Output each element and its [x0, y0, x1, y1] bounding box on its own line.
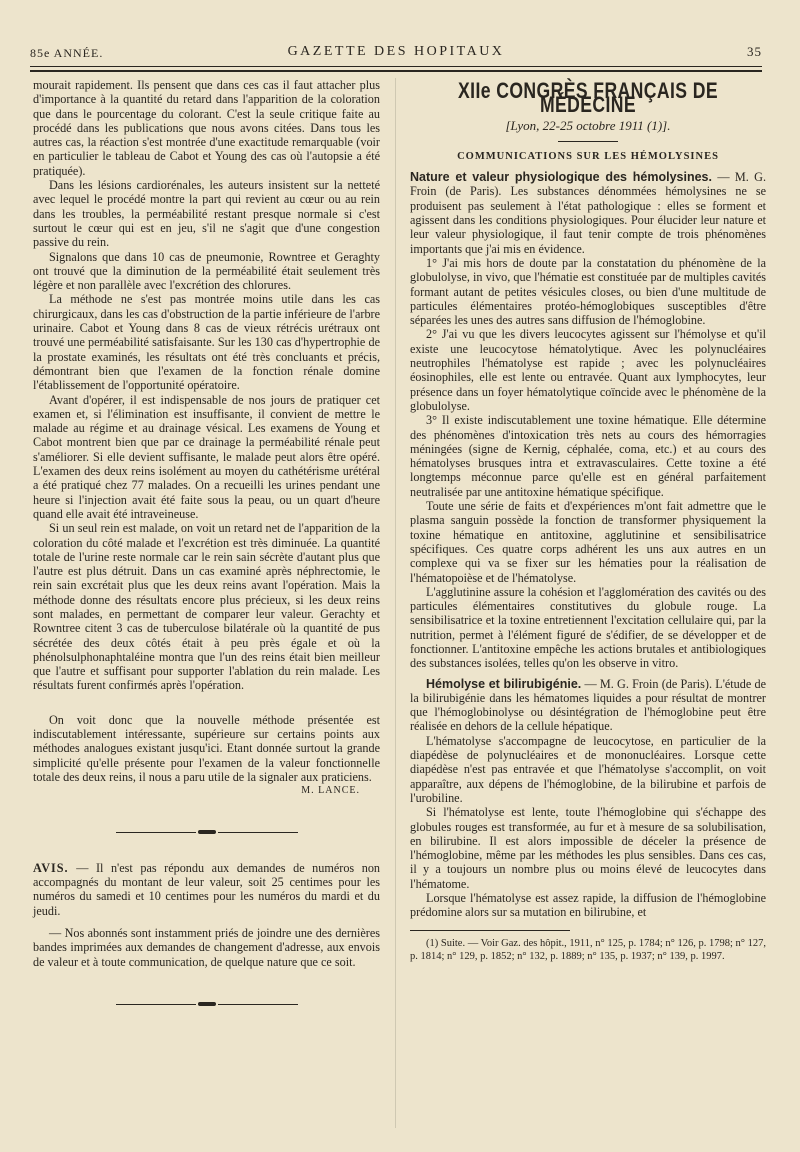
- ornamental-divider: [33, 997, 380, 1011]
- article-author: — M. G. Froin (de Paris).: [410, 170, 766, 199]
- left-column: [33, 78, 380, 1011]
- article-author: — M. G. Froin (de Paris).: [584, 676, 713, 691]
- header-rule: [30, 66, 762, 67]
- paragraph: Avant d'opérer, il est indispensable de nos jours de pratiquer cet examen et, si l'élimination est insuffisante, il convient de mettre le malade au régime et au drainage vésical. Les examens de Young et Cabot montrent bien que par ce drainage la perméabilité rénale peut s'améliorer. Si elle devient suffisante, le malade peut alors être opéré. L'examen des deux reins isolément au moyen du cathétérisme urétéral a été pratiqué chez 77 malades. On a recueilli les urines pendant une heure si l'injection avait été faite sous la peau, ou un quart d'heure quand elle avait été intraveineuse.: [33, 392, 380, 521]
- paragraph: Si un seul rein est malade, on voit un retard net de l'apparition de la coloration du côté malade et l'excrétion est très diminuée. La quantité totale de l'urine reste normale car le rein sain sécrète d'autant plus que l'autre est plus détruit. Dans un cas examiné après néphrectomie, le rein sain excrétait plus que les deux reins avant l'opération. Mais la méthode donne des résultats encore plus précieux, si les deux reins sont malades, en permettant de comparer leur valeur. Gerachty et Rowntree citent 3 cas de tuberculose bilatérale où la quantité de pus sécrétée des deux côtés était à peu près égale et où la phénolsulphonaphtaléine montra que l'un des reins était bien meilleur que l'autre et suffisant pour supporter l'ablation du rein malade. Les résultats furent confirmés après l'opération.: [33, 521, 380, 693]
- article-text: L'étude de la bilirubigénie dans les hématomes liquides a pour résultat de montrer que l'hémoglobinolyse ou désintégration de l'hémoglobine peut être réalisée en dehors de la cellule hépatique.: [410, 676, 767, 734]
- footnote: (1) Suite. — Voir Gaz. des hôpit., 1911, n° 125, p. 1784; n° 126, p. 1798; n° 127, p. 1814; n° 129, p. 1852; n° 132, p. 1889; n° 135, p. 1937; n° 139, p. 1997.: [410, 937, 766, 962]
- page-header: [30, 42, 762, 66]
- paragraph: La méthode ne s'est pas montrée moins utile dans les cas chirurgicaux, dans les cas d'obstruction de la partie inférieure de l'arbre urinaire. Cabot et Young dans 8 cas de vieux rétrécis urétraux ont trouvé une perméabilité satisfaisante. Sur les 130 cas d'hypertrophie de la prostate examinés, les résultats ont été très concluants et précis, démontrant bien que l'examen de la fonction rénale domine l'établissement de l'opportunité opératoire.: [33, 292, 380, 393]
- notice-label: AVIS.: [33, 860, 69, 875]
- paragraph: Lorsque l'hématolyse est assez rapide, la diffusion de l'hémoglobine prédomine alors sur sa mutation en bilirubine, et: [410, 891, 766, 920]
- right-column: [410, 78, 766, 963]
- paragraph: Toute une série de faits et d'expériences m'ont fait admettre que le plasma sanguin possède la fonction de transformer physiquement la toxine hématique en antitoxine, agglutinine et sensibilisatrice spécifiques. Ces quatre corps adhérent les uns aux autres en un complexe qui va se fixer sur les hématies pour la réalisation de l'hématopoièse et de l'hématolyse.: [410, 499, 766, 585]
- paragraph: — Nos abonnés sont instamment priés de joindre une des dernières bandes imprimées aux demandes de changement d'adresse, aux envois de valeur et à toute communication, de quelque nature que ce soit.: [33, 926, 380, 969]
- footnote-rule: [410, 930, 570, 931]
- column-divider: [395, 78, 396, 1128]
- paragraph: 3° Il existe indiscutablement une toxine hématique. Elle détermine des phénomènes d'intoxication très nets au cours des hémorragies méningées (signe de Kernig, céphalée, coma, etc.) et au cours des hématolyses brusques intra et extravasculaires. Cette toxine a été longtemps méconnue parce qu'elle est en général parfaitement neutralisée par une antitoxine hématique spécifique.: [410, 413, 766, 499]
- paragraph: [410, 677, 766, 734]
- journal-title: GAZETTE DES HOPITAUX: [287, 44, 505, 59]
- article-heading: Nature et valeur physiologique des hémolysines.: [410, 170, 712, 185]
- paragraph: L'agglutinine assure la cohésion et l'agglomération des cavités ou des particules élémentaires constitutives du globule rouge. La sensibilisatrice et la toxine entretiennent l'excitation cellulaire qui, par la nutrition, permet à l'élément figuré de s'édifier, de se développer et de fonctionner. L'antitoxine empêche les actions brutales et antibiologiques des substances isolées, telles qu'on les observe in vitro.: [410, 584, 766, 671]
- paragraph: Si l'hématolyse est lente, toute l'hémoglobine qui s'échappe des globules rouges est transformée, au fur et à mesure de sa solubilisation, en bilirubine. Il est alors impossible de déceler la présence de l'hémoglobine, même par les méthodes les plus sensibles. Dans ces cas, il y a toujours un nombre plus ou moins élevé de leucocytes dans l'hématome.: [410, 805, 766, 891]
- ornamental-divider: [33, 825, 380, 839]
- short-rule: [558, 141, 618, 142]
- paragraph: Dans les lésions cardiorénales, les auteurs insistent sur la netteté avec lequel le procédé montre la part qui revient au cœur ou au rein dans les troubles, la perméabilité restant presque normale si c'est surtout le cœur qui est en jeu, s'il ne s'agit que d'une congestion passive du rein.: [33, 178, 380, 250]
- page-number: 35: [747, 44, 762, 59]
- paragraph: 1° J'ai mis hors de doute par la constatation du phénomène de la globulolyse, in vivo, que l'hématie est constituée par de multiples cavités formant autant de petites vésicules closes, ou bien d'une multitude de particules élémentaires protéo-hémoglobiques susceptibles d'être séparées les unes des autres sans diffusion de l'hémoglobine.: [410, 255, 766, 328]
- header-rule-thick: [30, 70, 762, 72]
- notice-paragraph: [33, 861, 380, 918]
- paragraph: On voit donc que la nouvelle méthode présentée est indiscutablement intéressante, supérieure sur certains points aux méthodes analogues existant jusqu'ici. Etant donnée surtout la grande simplicité qu'elle présente pour l'examen de la valeur fonctionnelle totale des deux reins, il nous a paru utile de la signaler aux praticiens.: [33, 712, 380, 784]
- paragraph: [410, 170, 766, 256]
- paragraph: mourait rapidement. Ils pensent que dans ces cas il faut attacher plus d'importance à la quantité du retard dans l'apparition de la coloration que dans le pourcentage du colorant. C'est la seule critique faite au procédé dans les publications que nous avons citées. Dans tous les autres cas, la réaction s'est montrée d'une exactitude remarquable (voir en particulier le tableau de Cabot et Young des cas où l'autopsie a été pratiquée).: [33, 78, 380, 178]
- congress-title: XIIe CONGRÈS FRANÇAIS DE MÉDECINE: [458, 78, 718, 118]
- author-signature: M. LANCE.: [301, 785, 360, 797]
- issue-year: 85e ANNÉE.: [30, 46, 104, 60]
- notice-text: — Il n'est pas répondu aux demandes de numéros non accompagnés du montant de leur valeur, soit 25 centimes pour les numéros du samedi et 10 centimes pour les numéros du mardi et du jeudi.: [33, 860, 381, 918]
- paragraph: 2° J'ai vu que les divers leucocytes agissent sur l'hémolyse et qu'il existe une leucocytose hématolytique. Avec les polynucléaires neutrophiles l'hématolyse est rapide ; avec les polynucléaires éosinophiles, elle est lente ou entravée. Quant aux lymphocytes, leur présence dans un foyer hématolytique coïncide avec le phénomène de la globulolyse.: [410, 327, 766, 413]
- paragraph: Signalons que dans 10 cas de pneumonie, Rowntree et Geraghty ont trouvé que la diminution de la perméabilité était seulement très légère et non parallèle avec l'excrétion des chlorures.: [33, 249, 380, 293]
- paragraph: L'hématolyse s'accompagne de leucocytose, en particulier de la diapédèse de polynucléaires et de mononucléaires. Lorsque cette diapédèse n'est pas entravée et que l'hématolyse s'accomplit, on voit apparaître, aux dépens de l'hémoglobine, de la bilirubine et parfois de l'urobiline.: [410, 733, 766, 805]
- article-heading: Hémolyse et bilirubigénie.: [426, 676, 582, 691]
- article-text: Les substances dénommées hémolysines ne se produisent pas seulement à l'état pathologique : elles se forment et agissent dans les conditions physiologiques. Pour élucider leur nature et leur valeur physiologique, il faut tenir compte de trois phénomènes importants que j'ai mis en évidence.: [410, 184, 767, 256]
- section-heading: COMMUNICATIONS SUR LES HÉMOLYSINES: [457, 150, 719, 162]
- congress-dates: [Lyon, 22-25 octobre 1911 (1)].: [505, 117, 671, 133]
